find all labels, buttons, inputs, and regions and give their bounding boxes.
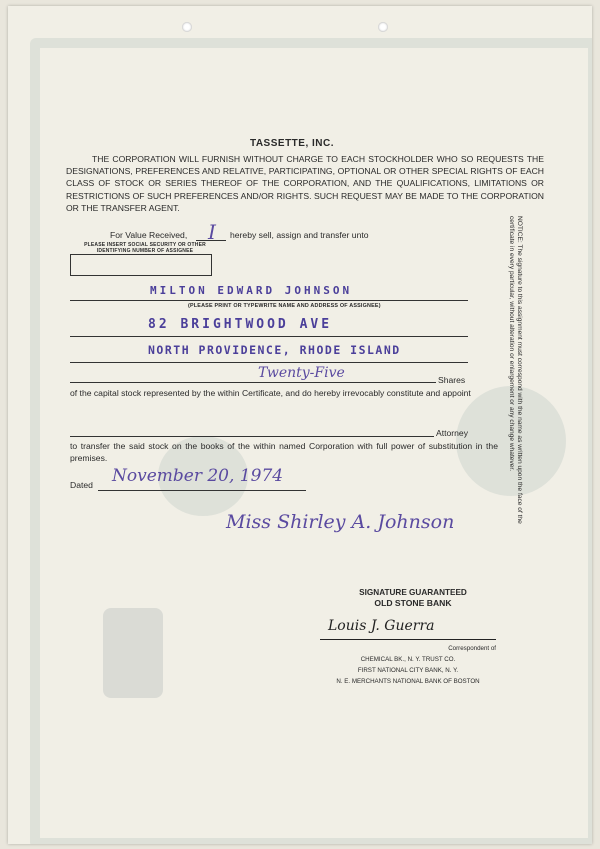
dated-label: Dated — [70, 480, 93, 490]
value-line — [196, 240, 226, 241]
shares-hand: Twenty-Five — [258, 365, 345, 381]
shares-line — [70, 382, 436, 383]
assignee-name: MILTON EDWARD JOHNSON — [150, 284, 353, 297]
assignee-line — [70, 300, 468, 301]
correspondent-bank-2: FIRST NATIONAL CITY BANK, N. Y. — [357, 667, 459, 674]
punch-hole-left — [182, 22, 192, 32]
company-title: TASSETTE, INC. — [249, 138, 335, 149]
notice-paragraph: THE CORPORATION WILL FURNISH WITHOUT CHARGE TO EACH STOCKHOLDER WHO SO REQUESTS THE DESIGNATIONS, PREFERENCES AND RELATIVE, PARTICIPATING, OPTIONAL OR OTHER SPECIAL RIGHTS OF EACH CLASS OF STOCK OR SERIES THEREOF OF THE CORPORATION, AND THE QUALIFICATIONS, LIMITATIONS OR RESTRICTIONS OF SUCH PREFERENCES AND/OR RIGHTS. SUCH REQUEST MAY BE MADE TO THE CORPORATION OR THE TRANSFER AGENT. — [66, 154, 544, 213]
side-notice — [473, 216, 523, 536]
correspondent-block — [320, 643, 496, 687]
shares-label: Shares — [438, 375, 466, 385]
attorney-line — [70, 436, 434, 437]
correspondent-label: Correspondent of — [448, 645, 496, 652]
correspondent-bank-1: CHEMICAL BK., N. Y. TRUST CO. — [360, 656, 456, 663]
address-line-1: 82 BRIGHTWOOD AVE — [148, 317, 333, 332]
show-through-panel — [103, 608, 163, 698]
punch-hole-right — [378, 22, 388, 32]
address-underline-1 — [70, 336, 468, 337]
value-suffix: hereby sell, assign and transfer unto — [230, 230, 369, 240]
attorney-label: Attorney — [436, 428, 469, 438]
ssn-label-1: PLEASE INSERT SOCIAL SECURITY OR OTHER — [84, 242, 206, 248]
ssn-box[interactable] — [70, 254, 212, 276]
value-hand: I — [208, 220, 216, 244]
signature-guarantee — [338, 588, 488, 608]
value-prefix: For Value Received, — [110, 230, 188, 240]
guarantee-bank: OLD STONE BANK — [374, 598, 452, 608]
address-line-2: NORTH PROVIDENCE, RHODE ISLAND — [148, 343, 401, 357]
address-underline-2 — [70, 362, 468, 363]
correspondent-bank-3: N. E. MERCHANTS NATIONAL BANK OF BOSTON — [336, 678, 480, 685]
capital-text: of the capital stock represented by the within Certificate, and do hereby irrevocably constitute and appoint — [70, 388, 471, 398]
ssn-label — [70, 242, 220, 254]
guarantor-signature: Louis J. Guerra — [328, 618, 435, 634]
ssn-label-2: IDENTIFYING NUMBER OF ASSIGNEE — [96, 248, 194, 254]
dated-line — [98, 490, 306, 491]
side-notice-text: NOTICE: The signature to this assignment must correspond with the name as written upon the face of the certificate in every particular, without alteration or enlargement or any change whatever. — [507, 216, 523, 524]
dated-hand: November 20, 1974 — [112, 466, 284, 486]
transfer-text: to transfer the said stock on the books of the within named Corporation with full power of substitution in the premises. — [70, 441, 498, 463]
assignor-signature: Miss Shirley A. Johnson — [226, 511, 455, 533]
guarantor-line — [320, 639, 496, 640]
guarantee-heading: SIGNATURE GUARANTEED — [359, 588, 467, 597]
stock-certificate-back — [8, 6, 592, 844]
assignee-label: (PLEASE PRINT OR TYPEWRITE NAME AND ADDRESS OF ASSIGNEE) — [188, 303, 381, 309]
